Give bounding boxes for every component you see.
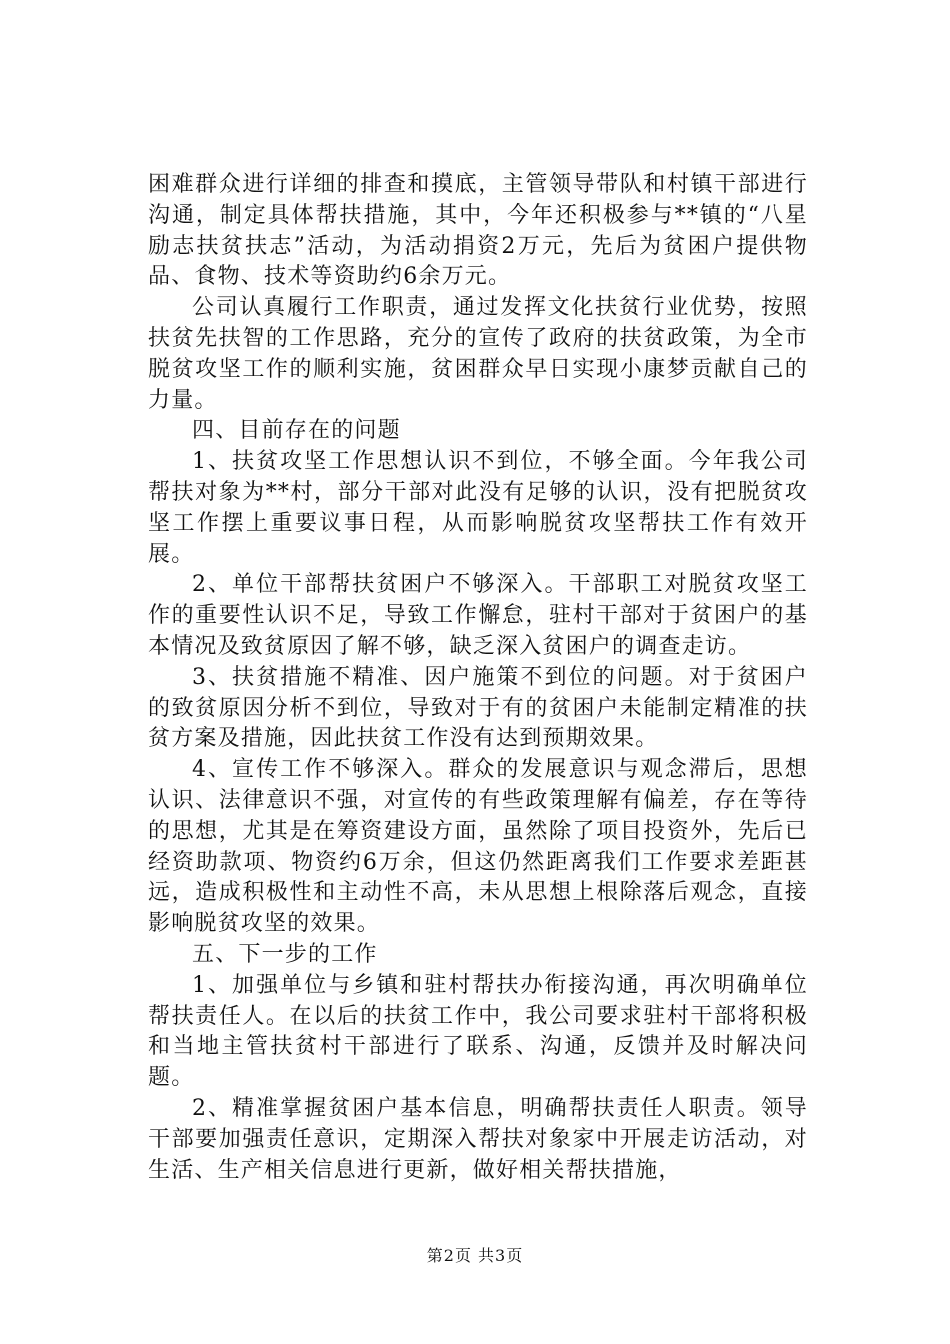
section-heading-next-steps: 五、下一步的工作 [192, 941, 378, 967]
next-step-item-2: 2、精准掌握贫困户基本信息，明确帮扶责任人职责。领导干部要加强责任意识，定期深入帮扶对象家中开展走访活动，对生活、生产相关信息进行更新，做好相关帮扶措施， [148, 1095, 808, 1183]
problem-item-4: 4、宣传工作不够深入。群众的发展意识与观念滞后，思想认识、法律意识不强，对宣传的有些政策理解有偏差，存在等待的思想，尤其是在筹资建设方面，虽然除了项目投资外，先后已经资助款项、物资约6万余，但这仍然距离我们工作要求差距甚远，造成积极性和主动性不高，未从思想上根除落后观念，直接影响脱贫攻坚的效果。 [148, 757, 808, 937]
next-step-item-1: 1、加强单位与乡镇和驻村帮扶办衔接沟通，再次明确单位帮扶责任人。在以后的扶贫工作中，我公司要求驻村干部将积极和当地主管扶贫村干部进行了联系、沟通，反馈并及时解决问题。 [148, 972, 808, 1091]
document-body [148, 170, 808, 1186]
problem-item-3: 3、扶贫措施不精准、因户施策不到位的问题。对于贫困户的致贫原因分析不到位，导致对于有的贫困户未能制定精准的扶贫方案及措施，因此扶贫工作没有达到预期效果。 [148, 664, 808, 752]
problem-item-1: 1、扶贫攻坚工作思想认识不到位，不够全面。今年我公司帮扶对象为**村，部分干部对此没有足够的认识，没有把脱贫攻坚工作摆上重要议事日程，从而影响脱贫攻坚帮扶工作有效开展。 [148, 449, 808, 567]
problem-item-2: 2、单位干部帮扶贫困户不够深入。干部职工对脱贫攻坚工作的重要性认识不足，导致工作懈怠，驻村干部对于贫困户的基本情况及致贫原因了解不够，缺乏深入贫困户的调查走访。 [148, 572, 808, 659]
paragraph-continuation: 困难群众进行详细的排查和摸底，主管领导带队和村镇干部进行沟通，制定具体帮扶措施，其中，今年还积极参与**镇的“八星励志扶贫扶志”活动，为活动捐资2万元，先后为贫困户提供物品、食物、技术等资助约6余万元。 [148, 172, 808, 290]
paragraph-company-duties: 公司认真履行工作职责，通过发挥文化扶贫行业优势，按照扶贫先扶智的工作思路，充分的宣传了政府的扶贫政策，为全市脱贫攻坚工作的顺利实施，贫困群众早日实现小康梦贡献自己的力量。 [148, 295, 808, 413]
section-heading-problems: 四、目前存在的问题 [192, 418, 401, 444]
page-number-footer: 第2页 共3页 [426, 1246, 524, 1265]
